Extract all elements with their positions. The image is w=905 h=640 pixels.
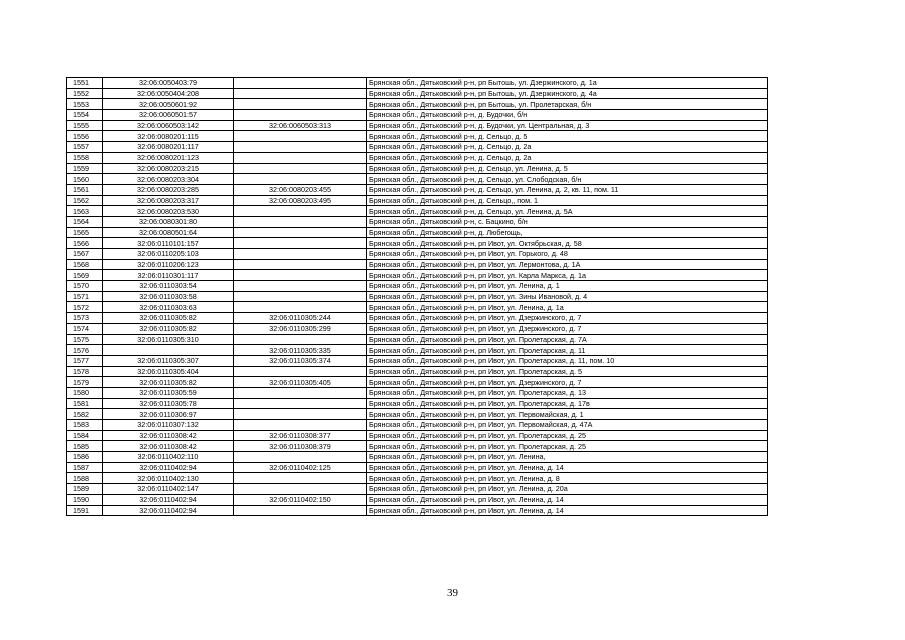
cadastral-number-cell: 32:06:0110206:123 [103,259,234,270]
cadastral-number-cell: 32:06:0060501:57 [103,110,234,121]
related-cadastral-number-cell [234,174,367,185]
address-cell: Брянская обл., Дятьковский р-н, рп Ивот, ул. Пролетарская, д. 25 [367,441,768,452]
cadastral-number-cell: 32:06:0110305:82 [103,323,234,334]
address-cell: Брянская обл., Дятьковский р-н, рп Ивот, ул. Зины Ивановой, д. 4 [367,291,768,302]
address-cell: Брянская обл., Дятьковский р-н, д. Сельцо, д. 5 [367,131,768,142]
related-cadastral-number-cell [234,473,367,484]
address-cell: Брянская обл., Дятьковский р-н, д. Сельцо,, пом. 1 [367,195,768,206]
table-row [67,78,768,89]
table-row [67,452,768,463]
cadastral-number-cell: 32:06:0110305:82 [103,313,234,324]
address-cell: Брянская обл., Дятьковский р-н, рп Ивот, ул. Пролетарская, д. 11 [367,345,768,356]
related-cadastral-number-cell: 32:06:0110308:377 [234,430,367,441]
table-row [67,494,768,505]
address-cell: Брянская обл., Дятьковский р-н, рп Ивот, ул. Ленина, [367,452,768,463]
address-cell: Брянская обл., Дятьковский р-н, рп Ивот, ул. Карла Маркса, д. 1а [367,270,768,281]
address-cell: Брянская обл., Дятьковский р-н, рп Ивот, ул. Лермонтова, д. 1А [367,259,768,270]
related-cadastral-number-cell [234,152,367,163]
cadastral-number-cell: 32:06:0080201:117 [103,142,234,153]
table-row [67,323,768,334]
address-cell: Брянская обл., Дятьковский р-н, рп Ивот, ул. Пролетарская, д. 7А [367,334,768,345]
table-row [67,377,768,388]
cadastral-number-cell: 32:06:0110402:130 [103,473,234,484]
table-row [67,216,768,227]
cadastral-number-cell: 32:06:0110402:94 [103,494,234,505]
row-number-cell: 1569 [67,270,103,281]
row-number-cell: 1560 [67,174,103,185]
cadastral-number-cell: 32:06:0110303:63 [103,302,234,313]
row-number-cell: 1576 [67,345,103,356]
row-number-cell: 1559 [67,163,103,174]
table-row [67,313,768,324]
address-cell: Брянская обл., Дятьковский р-н, рп Бытошь, ул. Дзержинского, д. 4а [367,88,768,99]
related-cadastral-number-cell: 32:06:0080203:495 [234,195,367,206]
table-row [67,462,768,473]
address-cell: Брянская обл., Дятьковский р-н, рп Ивот, ул. Ленина, д. 14 [367,494,768,505]
cadastral-number-cell: 32:06:0110402:110 [103,452,234,463]
cadastral-number-cell: 32:06:0110305:59 [103,387,234,398]
address-cell: Брянская обл., Дятьковский р-н, рп Ивот, ул. Дзержинского, д. 7 [367,377,768,388]
table-row [67,195,768,206]
cadastral-number-cell: 32:06:0110306:97 [103,409,234,420]
cadastral-number-cell: 32:06:0110305:82 [103,377,234,388]
table-row [67,142,768,153]
row-number-cell: 1567 [67,249,103,260]
address-cell: Брянская обл., Дятьковский р-н, рп Бытошь, ул. Дзержинского, д. 1а [367,78,768,89]
table-row [67,291,768,302]
row-number-cell: 1587 [67,462,103,473]
related-cadastral-number-cell [234,110,367,121]
address-cell: Брянская обл., Дятьковский р-н, рп Бытошь, ул. Пролетарская, б/н [367,99,768,110]
related-cadastral-number-cell [234,227,367,238]
cadastral-number-cell: 32:06:0110305:404 [103,366,234,377]
cadastral-number-cell: 32:06:0080203:317 [103,195,234,206]
row-number-cell: 1564 [67,216,103,227]
page-number: 39 [447,587,458,599]
address-cell: Брянская обл., Дятьковский р-н, рп Ивот, ул. Ленина, д. 1 [367,281,768,292]
row-number-cell: 1575 [67,334,103,345]
cadastral-number-cell: 32:06:0110402:94 [103,505,234,516]
row-number-cell: 1551 [67,78,103,89]
table-row [67,387,768,398]
cadastral-number-cell: 32:06:0110308:42 [103,441,234,452]
row-number-cell: 1589 [67,484,103,495]
related-cadastral-number-cell: 32:06:0110308:379 [234,441,367,452]
address-cell: Брянская обл., Дятьковский р-н, рп Ивот, ул. Ленина, д. 1а [367,302,768,313]
related-cadastral-number-cell: 32:06:0110402:150 [234,494,367,505]
related-cadastral-number-cell [234,142,367,153]
cadastral-number-cell: 32:06:0110305:310 [103,334,234,345]
cadastral-number-cell: 32:06:0060503:142 [103,120,234,131]
cadastral-number-cell: 32:06:0080203:530 [103,206,234,217]
related-cadastral-number-cell: 32:06:0060503:313 [234,120,367,131]
related-cadastral-number-cell [234,78,367,89]
related-cadastral-number-cell [234,270,367,281]
cadastral-number-cell: 32:06:0110307:132 [103,420,234,431]
address-cell: Брянская обл., Дятьковский р-н, рп Ивот, ул. Октябрьская, д. 58 [367,238,768,249]
row-number-cell: 1571 [67,291,103,302]
row-number-cell: 1565 [67,227,103,238]
related-cadastral-number-cell [234,238,367,249]
row-number-cell: 1553 [67,99,103,110]
row-number-cell: 1577 [67,355,103,366]
row-number-cell: 1558 [67,152,103,163]
address-cell: Брянская обл., Дятьковский р-н, рп Ивот, ул. Пролетарская, д. 11, пом. 10 [367,355,768,366]
address-cell: Брянская обл., Дятьковский р-н, рп Ивот, ул. Ленина, д. 8 [367,473,768,484]
address-cell: Брянская обл., Дятьковский р-н, рп Ивот, ул. Дзержинского, д. 7 [367,313,768,324]
cadastral-number-cell: 32:06:0110402:147 [103,484,234,495]
row-number-cell: 1574 [67,323,103,334]
cadastral-number-cell: 32:06:0080201:123 [103,152,234,163]
row-number-cell: 1573 [67,313,103,324]
cadastral-number-cell: 32:06:0110402:94 [103,462,234,473]
address-cell: Брянская обл., Дятьковский р-н, рп Ивот, ул. Пролетарская, д. 17в [367,398,768,409]
address-cell: Брянская обл., Дятьковский р-н, д. Сельцо, д. 2а [367,142,768,153]
row-number-cell: 1566 [67,238,103,249]
cadastral-number-cell [103,345,234,356]
row-number-cell: 1563 [67,206,103,217]
registry-table-body [67,78,768,516]
cadastral-number-cell: 32:06:0050601:92 [103,99,234,110]
related-cadastral-number-cell: 32:06:0110305:405 [234,377,367,388]
related-cadastral-number-cell [234,420,367,431]
cadastral-number-cell: 32:06:0110305:307 [103,355,234,366]
related-cadastral-number-cell [234,452,367,463]
cadastral-number-cell: 32:06:0080301:80 [103,216,234,227]
cadastral-number-cell: 32:06:0110101:157 [103,238,234,249]
row-number-cell: 1562 [67,195,103,206]
row-number-cell: 1586 [67,452,103,463]
cadastral-number-cell: 32:06:0050403:79 [103,78,234,89]
table-row [67,110,768,121]
row-number-cell: 1584 [67,430,103,441]
row-number-cell: 1585 [67,441,103,452]
table-row [67,270,768,281]
row-number-cell: 1580 [67,387,103,398]
address-cell: Брянская обл., Дятьковский р-н, д. Сельцо, ул. Ленина, д. 5А [367,206,768,217]
address-cell: Брянская обл., Дятьковский р-н, д. Сельцо, ул. Ленина, д. 2, кв. 11, пом. 11 [367,184,768,195]
cadastral-number-cell: 32:06:0080203:285 [103,184,234,195]
table-row [67,473,768,484]
table-row [67,409,768,420]
row-number-cell: 1552 [67,88,103,99]
related-cadastral-number-cell [234,249,367,260]
row-number-cell: 1556 [67,131,103,142]
row-number-cell: 1579 [67,377,103,388]
table-row [67,505,768,516]
related-cadastral-number-cell: 32:06:0110305:374 [234,355,367,366]
cadastral-number-cell: 32:06:0080203:304 [103,174,234,185]
address-cell: Брянская обл., Дятьковский р-н, д. Сельцо, ул. Слободская, б/н [367,174,768,185]
cadastral-number-cell: 32:06:0110303:58 [103,291,234,302]
cadastral-number-cell: 32:06:0110301:117 [103,270,234,281]
row-number-cell: 1583 [67,420,103,431]
table-row [67,441,768,452]
address-cell: Брянская обл., Дятьковский р-н, рп Ивот, ул. Пролетарская, д. 25 [367,430,768,441]
address-cell: Брянская обл., Дятьковский р-н, рп Ивот, ул. Ленина, д. 14 [367,505,768,516]
table-row [67,184,768,195]
address-cell: Брянская обл., Дятьковский р-н, рп Ивот, ул. Пролетарская, д. 13 [367,387,768,398]
related-cadastral-number-cell: 32:06:0110305:299 [234,323,367,334]
row-number-cell: 1581 [67,398,103,409]
table-row [67,302,768,313]
table-row [67,152,768,163]
cadastral-number-cell: 32:06:0110308:42 [103,430,234,441]
row-number-cell: 1557 [67,142,103,153]
related-cadastral-number-cell [234,302,367,313]
related-cadastral-number-cell [234,334,367,345]
table-row [67,206,768,217]
table-row [67,398,768,409]
table-row [67,281,768,292]
row-number-cell: 1554 [67,110,103,121]
address-cell: Брянская обл., Дятьковский р-н, рп Ивот, ул. Первомайская, д. 47А [367,420,768,431]
address-cell: Брянская обл., Дятьковский р-н, рп Ивот, ул. Горького, д. 48 [367,249,768,260]
related-cadastral-number-cell [234,484,367,495]
related-cadastral-number-cell [234,409,367,420]
table-row [67,249,768,260]
table-row [67,99,768,110]
row-number-cell: 1578 [67,366,103,377]
table-row [67,238,768,249]
related-cadastral-number-cell [234,387,367,398]
address-cell: Брянская обл., Дятьковский р-н, д. Будочки, б/н [367,110,768,121]
table-row [67,88,768,99]
address-cell: Брянская обл., Дятьковский р-н, рп Ивот, ул. Дзержинского, д. 7 [367,323,768,334]
table-row [67,120,768,131]
table-row [67,174,768,185]
address-cell: Брянская обл., Дятьковский р-н, д. Любегощь, [367,227,768,238]
related-cadastral-number-cell [234,216,367,227]
address-cell: Брянская обл., Дятьковский р-н, д. Сельцо, д. 2а [367,152,768,163]
related-cadastral-number-cell: 32:06:0110402:125 [234,462,367,473]
registry-table [66,77,768,516]
address-cell: Брянская обл., Дятьковский р-н, с. Бацкино, б/н [367,216,768,227]
address-cell: Брянская обл., Дятьковский р-н, рп Ивот, ул. Ленина, д. 14 [367,462,768,473]
table-row [67,259,768,270]
address-cell: Брянская обл., Дятьковский р-н, рп Ивот, ул. Первомайская, д. 1 [367,409,768,420]
row-number-cell: 1568 [67,259,103,270]
related-cadastral-number-cell [234,163,367,174]
row-number-cell: 1561 [67,184,103,195]
related-cadastral-number-cell [234,281,367,292]
cadastral-number-cell: 32:06:0110205:103 [103,249,234,260]
address-cell: Брянская обл., Дятьковский р-н, д. Сельцо, ул. Ленина, д. 5 [367,163,768,174]
related-cadastral-number-cell [234,505,367,516]
cadastral-number-cell: 32:06:0080201:115 [103,131,234,142]
table-row [67,131,768,142]
related-cadastral-number-cell [234,291,367,302]
table-row [67,334,768,345]
cadastral-number-cell: 32:06:0110305:78 [103,398,234,409]
row-number-cell: 1591 [67,505,103,516]
cadastral-number-cell: 32:06:0050404:208 [103,88,234,99]
row-number-cell: 1570 [67,281,103,292]
table-row [67,163,768,174]
table-row [67,366,768,377]
table-row [67,484,768,495]
related-cadastral-number-cell [234,398,367,409]
table-row [67,227,768,238]
related-cadastral-number-cell: 32:06:0110305:244 [234,313,367,324]
cadastral-number-cell: 32:06:0110303:54 [103,281,234,292]
address-cell: Брянская обл., Дятьковский р-н, рп Ивот, ул. Пролетарская, д. 5 [367,366,768,377]
address-cell: Брянская обл., Дятьковский р-н, д. Будочки, ул. Центральная, д. 3 [367,120,768,131]
row-number-cell: 1588 [67,473,103,484]
related-cadastral-number-cell [234,88,367,99]
table-row [67,430,768,441]
related-cadastral-number-cell: 32:06:0080203:455 [234,184,367,195]
related-cadastral-number-cell [234,259,367,270]
cadastral-number-cell: 32:06:0080203:215 [103,163,234,174]
table-row [67,420,768,431]
related-cadastral-number-cell [234,131,367,142]
related-cadastral-number-cell [234,206,367,217]
table-row [67,355,768,366]
address-cell: Брянская обл., Дятьковский р-н, рп Ивот, ул. Ленина, д. 20а [367,484,768,495]
table-row [67,345,768,356]
row-number-cell: 1555 [67,120,103,131]
row-number-cell: 1582 [67,409,103,420]
row-number-cell: 1572 [67,302,103,313]
related-cadastral-number-cell: 32:06:0110305:335 [234,345,367,356]
related-cadastral-number-cell [234,99,367,110]
related-cadastral-number-cell [234,366,367,377]
cadastral-number-cell: 32:06:0080501:64 [103,227,234,238]
row-number-cell: 1590 [67,494,103,505]
